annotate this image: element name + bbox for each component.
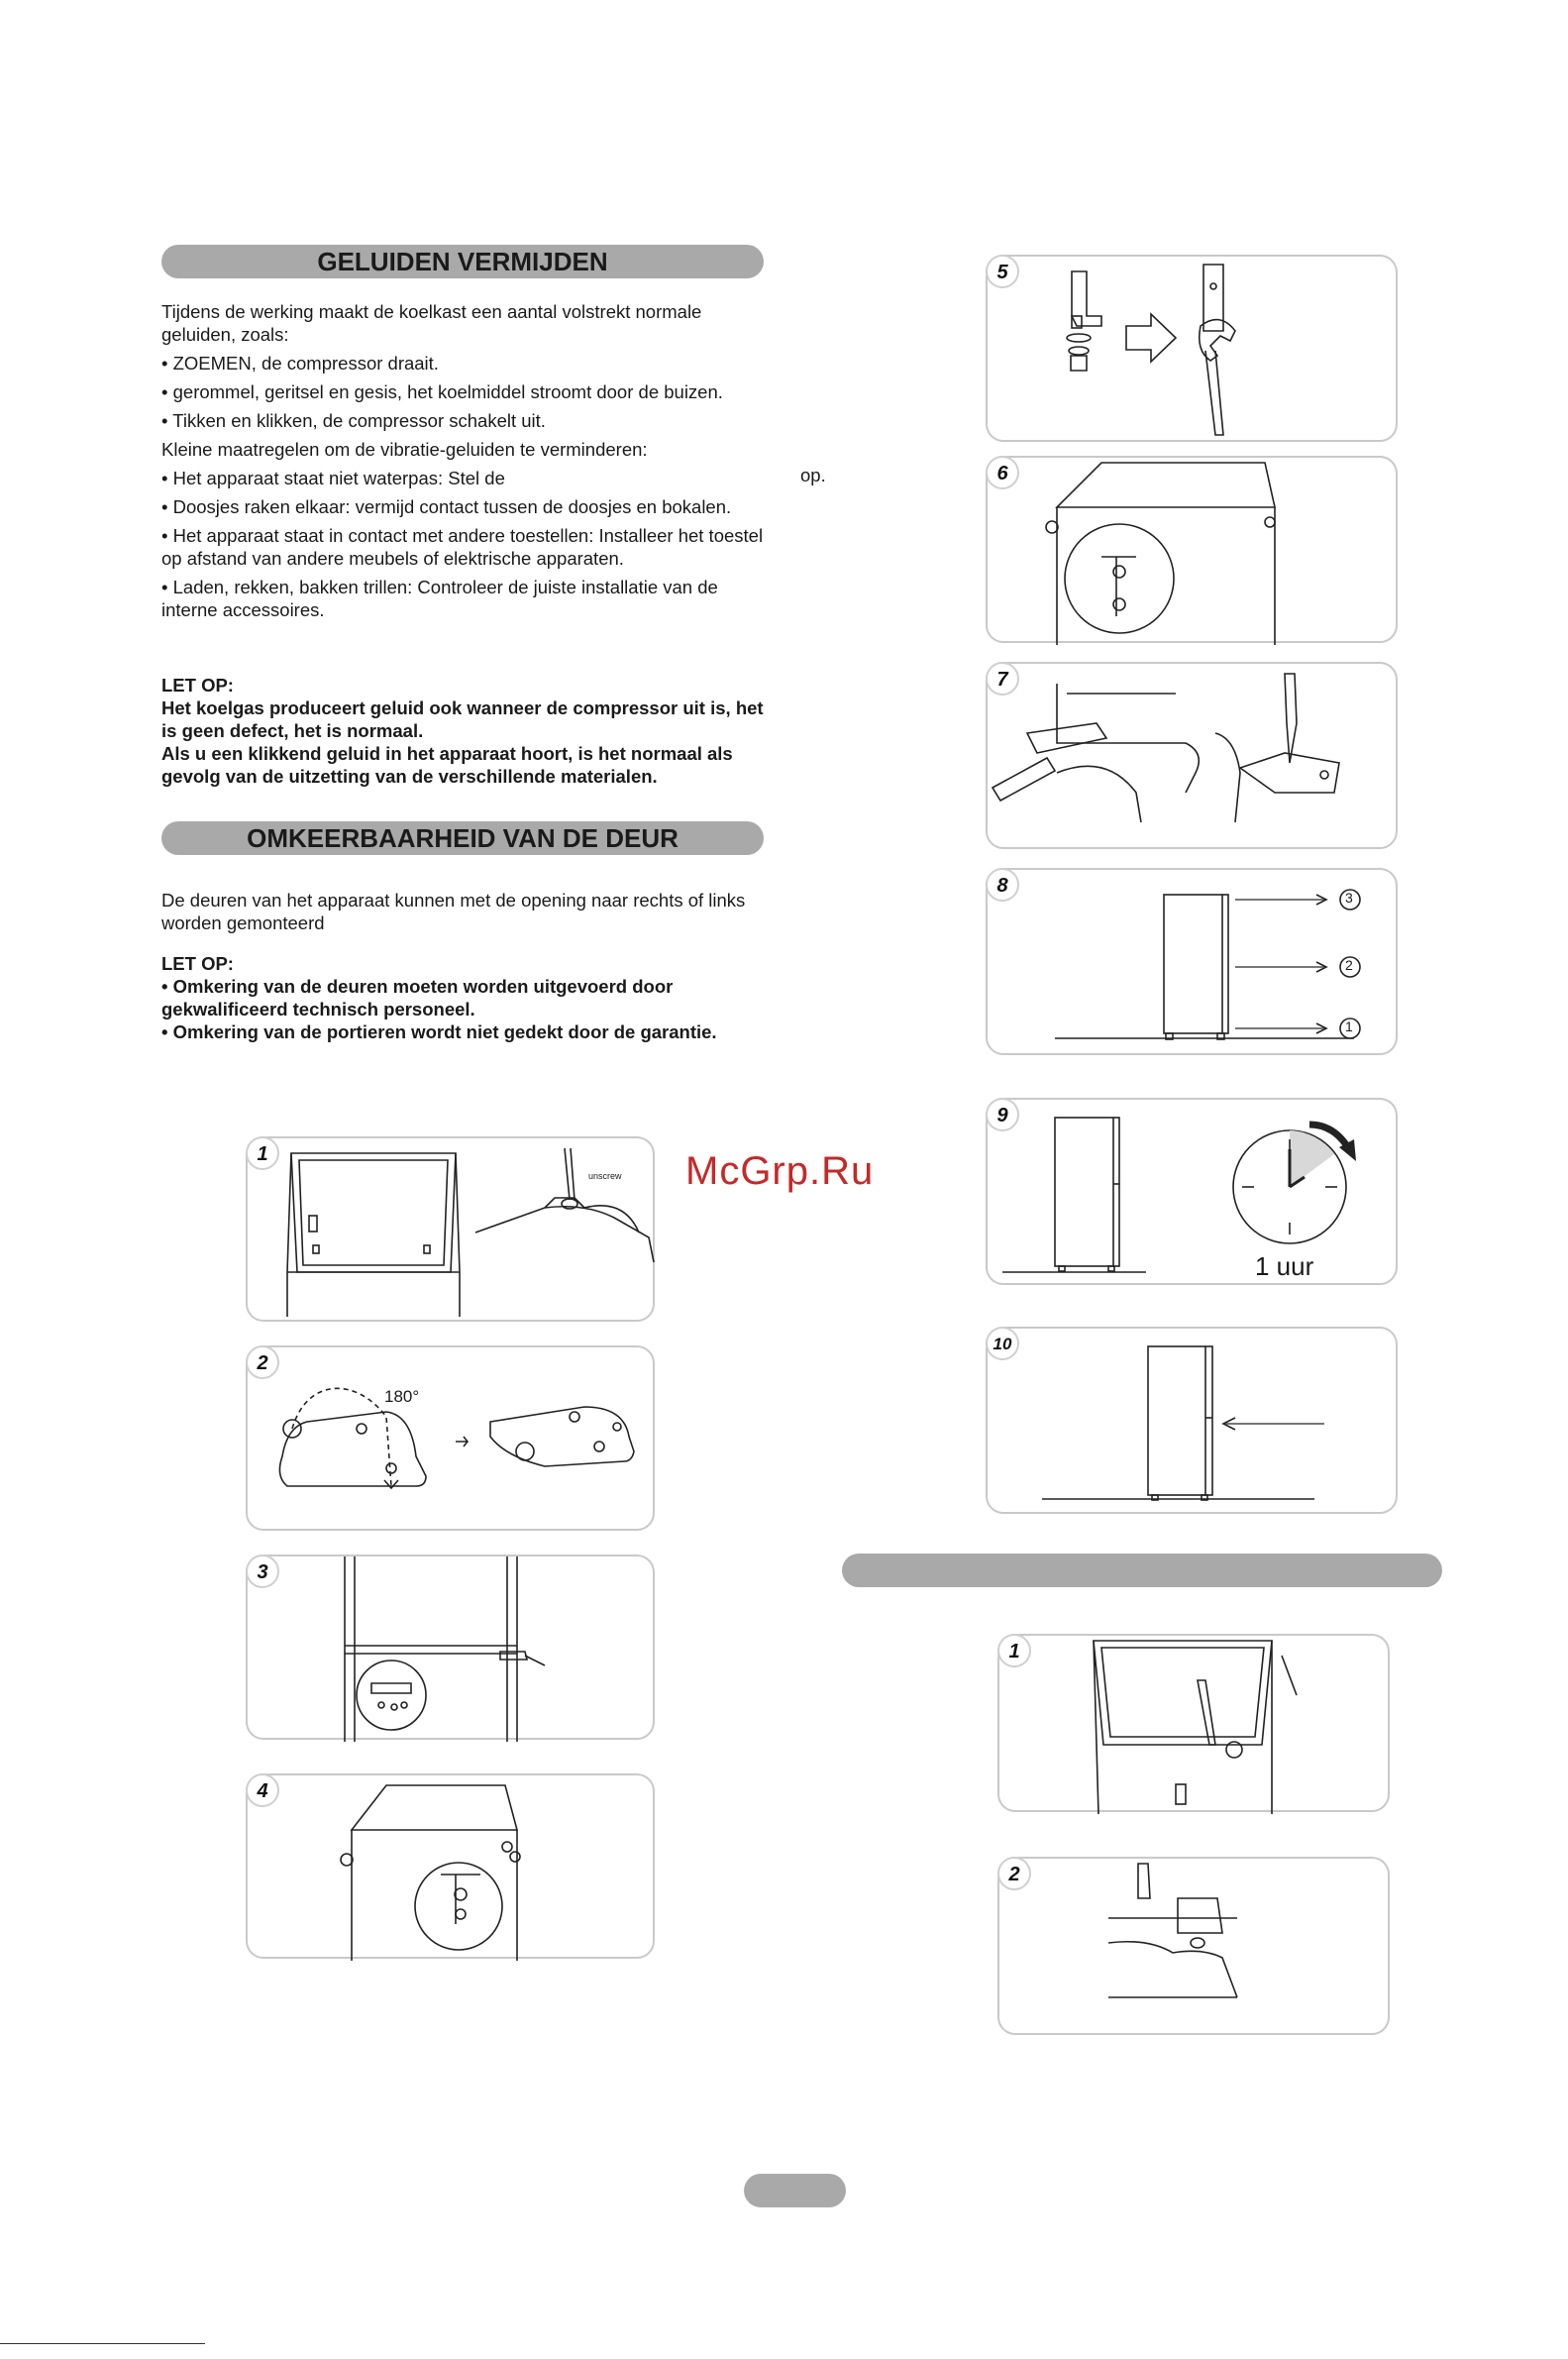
noise-intro: Tijdens de werking maakt de koelkast een aantal volstrekt normale geluiden, zoals: [161, 301, 702, 345]
step-panel-right-5 [986, 255, 1398, 442]
step-badge: 1 [997, 1634, 1031, 1667]
noise-warning [161, 674, 776, 788]
warning-title: LET OP: [161, 953, 234, 974]
warning-line: Het koelgas produceert geluid ook wanneer de compressor uit is, het is geen defect, het is normaal. [161, 697, 764, 741]
door-hinge-illustration [248, 1556, 657, 1742]
section-heading-bar [842, 1554, 1442, 1587]
page-number-pill [744, 2174, 846, 2207]
bottom-hinge-illustration [999, 1859, 1392, 2037]
screwdriver-illustration [988, 664, 1400, 851]
step-badge: 5 [986, 255, 1019, 288]
section-heading-door: OMKEERBAARHEID VAN DE DEUR [161, 821, 764, 855]
step-panel-left-3 [246, 1555, 655, 1740]
step-panel-left-4 [246, 1773, 655, 1959]
measure-item: • Doosjes raken elkaar: vermijd contact tussen de doosjes en bokalen. [161, 496, 732, 517]
step-badge: 8 [986, 868, 1019, 902]
step-panel-right-6 [986, 456, 1398, 643]
step-badge: 7 [986, 662, 1019, 696]
measure-item: • Laden, rekken, bakken trillen: Controleer de juiste installatie van de interne accessoires. [161, 577, 718, 620]
step-badge: 2 [246, 1345, 279, 1379]
door-order-illustration [988, 870, 1400, 1057]
fridge-top-illustration [248, 1138, 657, 1324]
door-intro: De deuren van het apparaat kunnen met de opening naar rechts of links worden gemonteerd [161, 890, 746, 933]
order-num-1: 1 [1345, 1019, 1353, 1034]
step-badge: 10 [986, 1327, 1019, 1360]
noise-bullet: • gerommel, geritsel en gesis, het koelmiddel stroomt door de buizen. [161, 381, 723, 402]
step-panel-right-10 [986, 1327, 1398, 1514]
order-num-2: 2 [1345, 957, 1353, 973]
footer-rule [0, 2343, 205, 2344]
measure-item: • Het apparaat staat niet waterpas: Stel de [161, 468, 505, 488]
step-panel-bottom-2 [997, 1857, 1390, 2035]
hinge-rotate-illustration [248, 1347, 657, 1533]
watermark: McGrp.Ru [685, 1149, 875, 1193]
noise-body [161, 300, 776, 627]
warning-title: LET OP: [161, 675, 234, 696]
step-panel-bottom-1 [997, 1634, 1390, 1812]
door-warning [161, 952, 756, 1043]
step-badge: 2 [997, 1857, 1031, 1890]
fridge-screw-illustration [999, 1636, 1392, 1814]
step-panel-left-2 [246, 1345, 655, 1531]
step-panel-right-9 [986, 1098, 1398, 1285]
step-badge: 6 [986, 456, 1019, 489]
fridge-hinge-detail-illustration [248, 1775, 657, 1961]
step-panel-right-7 [986, 662, 1398, 849]
warning-line: Als u een klikkend geluid in het apparaat hoort, is het normaal als gevolg van de uitzetting van de verschillende materialen. [161, 743, 733, 787]
hinge-install-illustration [988, 458, 1400, 645]
warning-line: • Omkering van de portieren wordt niet gedekt door de garantie. [161, 1021, 717, 1042]
step-badge: 4 [246, 1773, 279, 1807]
order-num-3: 3 [1345, 890, 1353, 906]
wrench-illustration [988, 257, 1400, 444]
wait-clock-illustration [988, 1100, 1400, 1287]
section-heading-noise: GELUIDEN VERMIJDEN [161, 245, 764, 278]
warning-line: • Omkering van de deuren moeten worden uitgevoerd door gekwalificeerd technisch personeel. [161, 976, 674, 1019]
step-badge: 1 [246, 1136, 279, 1170]
noise-bullet: • ZOEMEN, de compressor draait. [161, 353, 439, 374]
step-panel-left-1 [246, 1136, 655, 1322]
angle-label: 180° [384, 1387, 420, 1406]
door-close-illustration [988, 1329, 1400, 1516]
measure-tail: op. [800, 465, 826, 485]
step-badge: 3 [246, 1555, 279, 1588]
step-badge: 9 [986, 1098, 1019, 1131]
step-panel-right-8 [986, 868, 1398, 1055]
measures-intro: Kleine maatregelen om de vibratie-geluiden te verminderen: [161, 439, 648, 460]
unscrew-label: unscrew [588, 1171, 622, 1181]
noise-bullet: • Tikken en klikken, de compressor schakelt uit. [161, 410, 546, 431]
measure-item: • Het apparaat staat in contact met andere toestellen: Installeer het toestel op afstand van andere meubels of elektrische apparaten. [161, 525, 764, 569]
hour-label: 1 uur [1255, 1251, 1314, 1281]
